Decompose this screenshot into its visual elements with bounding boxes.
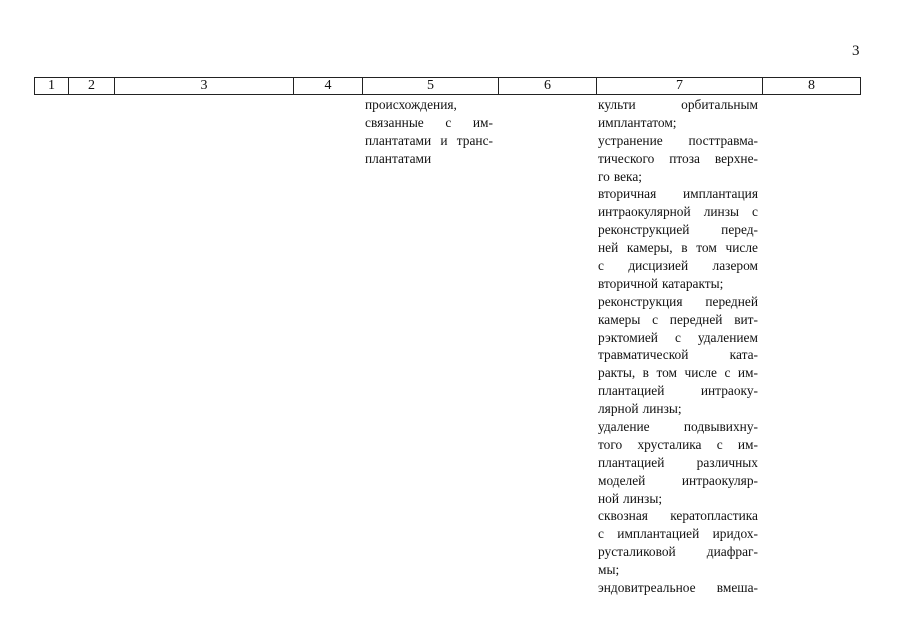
header-cell-1: 1 <box>35 78 69 95</box>
col7-line: русталиковой диафраг- <box>598 544 758 560</box>
header-cell-2: 2 <box>69 78 115 95</box>
header-cell-6: 6 <box>499 78 597 95</box>
column-7-text <box>598 96 758 597</box>
col7-line: интраокулярной линзы с <box>598 204 758 220</box>
col7-line: с дисцизией лазером <box>598 258 758 274</box>
header-cell-3: 3 <box>115 78 294 95</box>
col7-line: го века; <box>598 168 643 184</box>
col7-line: лярной линзы; <box>598 401 682 417</box>
col7-line: ней камеры, в том числе <box>598 240 758 256</box>
column-number-header-table <box>34 77 861 95</box>
col7-line: травматической ката- <box>598 347 758 363</box>
header-row <box>35 78 861 95</box>
col7-line: эндовитреальное вмеша- <box>598 580 758 596</box>
col7-line: тического птоза верхне- <box>598 150 758 166</box>
header-cell-7: 7 <box>597 78 763 95</box>
col7-line: реконструкцией перед- <box>598 222 758 238</box>
header-cell-8: 8 <box>763 78 861 95</box>
header-cell-5: 5 <box>363 78 499 95</box>
col7-line: имплантатом; <box>598 114 677 130</box>
col7-line: реконструкция передней <box>598 293 758 309</box>
col7-line: рэктомией с удалением <box>598 329 758 345</box>
col7-line: удаление подвывихну- <box>598 419 758 435</box>
col5-line: плантатами <box>365 150 432 166</box>
col7-line: плантацией различных <box>598 454 758 470</box>
col7-line: с имплантацией иридох- <box>598 526 758 542</box>
col7-line: мы; <box>598 562 620 578</box>
col5-line: происхождения, <box>365 97 457 112</box>
column-5-text <box>365 96 493 168</box>
col7-line: того хрусталика с им- <box>598 436 758 452</box>
col7-line: устранение посттравма- <box>598 132 758 148</box>
col7-line: моделей интраокуляр- <box>598 472 758 488</box>
col7-line: культи орбитальным <box>598 97 758 112</box>
col7-line: сквозная кератопластика <box>598 508 758 524</box>
col7-line: вторичная имплантация <box>598 186 758 202</box>
header-cell-4: 4 <box>294 78 363 95</box>
col7-line: камеры с передней вит- <box>598 311 758 327</box>
col5-line: плантатами и транс- <box>365 132 493 148</box>
page-number: 3 <box>852 43 860 59</box>
col7-line: ракты, в том числе с им- <box>598 365 758 381</box>
col7-line: плантацией интраоку- <box>598 383 758 399</box>
col7-line: ной линзы; <box>598 490 663 506</box>
col5-line: связанные с им- <box>365 114 493 130</box>
col7-line: вторичной катаракты; <box>598 275 724 291</box>
